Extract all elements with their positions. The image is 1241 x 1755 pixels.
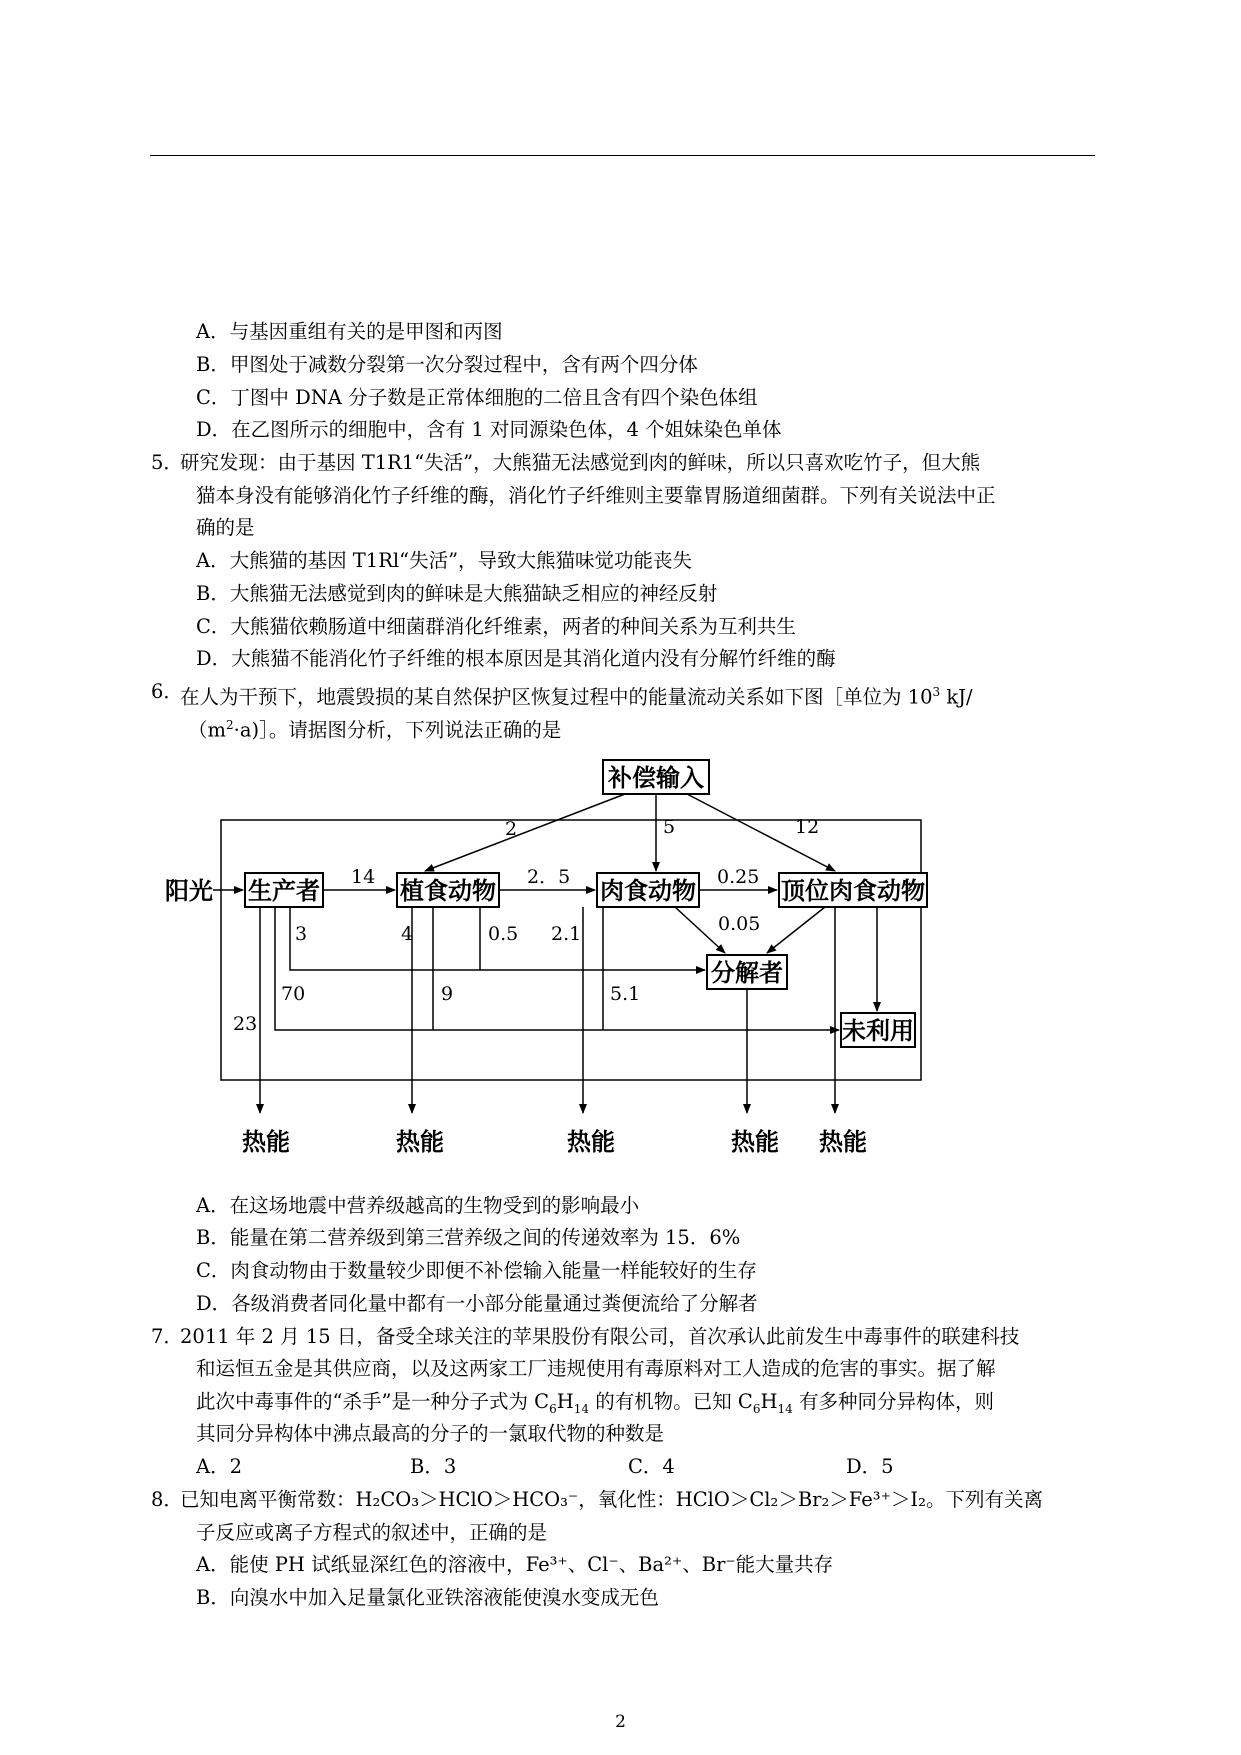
svg-text:植食动物: 植食动物 bbox=[400, 877, 496, 905]
svg-text:2．5: 2．5 bbox=[527, 866, 571, 888]
svg-text:分解者: 分解者 bbox=[711, 959, 783, 987]
q7-stem-line4: 其同分异构体中沸点最高的分子的一氯取代物的种数是 bbox=[196, 1422, 665, 1445]
q4-option-c: C．丁图中 DNA 分子数是正常体细胞的二倍且含有四个染色体组 bbox=[196, 386, 758, 409]
energy-flow-diagram bbox=[155, 745, 1005, 1175]
page-number: 2 bbox=[615, 1712, 626, 1732]
box-unused bbox=[841, 1013, 915, 1047]
q6-option-a: A．在这场地震中营养级越高的生物受到的影响最小 bbox=[196, 1194, 640, 1217]
heat-label-1: 热能 bbox=[242, 1128, 290, 1156]
q5-option-c: C．大熊猫依赖肠道中细菌群消化纤维素，两者的种间关系为互利共生 bbox=[196, 615, 796, 638]
svg-text:23: 23 bbox=[233, 1013, 258, 1035]
ecosystem-frame bbox=[221, 820, 921, 1080]
q6-number: 6． bbox=[151, 680, 183, 703]
q6-option-d: D．各级消费者同化量中都有一小部分能量通过粪便流给了分解者 bbox=[196, 1292, 758, 1315]
q8-stem-line2: 子反应或离子方程式的叙述中，正确的是 bbox=[196, 1521, 548, 1544]
heat-label-2: 热能 bbox=[396, 1128, 444, 1156]
heat-label-5: 热能 bbox=[819, 1128, 867, 1156]
q5-option-b: B．大熊猫无法感觉到肉的鲜味是大熊猫缺乏相应的神经反射 bbox=[196, 582, 718, 605]
svg-text:70: 70 bbox=[281, 983, 306, 1005]
q5-stem-line1: 研究发现：由于基因 T1R1“失活”，大熊猫无法感觉到肉的鲜味，所以只喜欢吃竹子，但大熊 bbox=[180, 451, 981, 474]
svg-text:4: 4 bbox=[401, 923, 414, 945]
svg-text:12: 12 bbox=[795, 816, 820, 838]
q7-number: 7． bbox=[151, 1325, 183, 1348]
q7-stem-line2: 和运恒五金是其供应商，以及这两家工厂违规使用有毒原料对工人造成的危害的事实。据了解 bbox=[196, 1357, 996, 1380]
q7-option-d: D．5 bbox=[846, 1455, 894, 1478]
svg-text:顶位肉食动物: 顶位肉食动物 bbox=[781, 877, 925, 905]
q8-option-b: B．向溴水中加入足量氯化亚铁溶液能使溴水变成无色 bbox=[196, 1586, 659, 1609]
q6-option-c: C．肉食动物由于数量较少即便不补偿输入能量一样能较好的生存 bbox=[196, 1259, 757, 1282]
q5-option-a: A．大熊猫的基因 T1Rl“失活”，导致大熊猫味觉功能丧失 bbox=[196, 549, 693, 572]
q6-stem-line1: 在人为干预下，地震毁损的某自然保护区恢复过程中的能量流动关系如下图［单位为 $10^3$ kJ/ bbox=[180, 685, 973, 709]
q7-option-b: B．3 bbox=[410, 1455, 457, 1478]
svg-text:0.25: 0.25 bbox=[717, 866, 760, 888]
q7-stem-line1: 2011 年 2 月 15 日，备受全球关注的苹果股份有限公司，首次承认此前发生中毒事件的联建科技 bbox=[180, 1325, 1020, 1348]
q7-option-c: C．4 bbox=[628, 1455, 675, 1478]
svg-text:3: 3 bbox=[295, 923, 308, 945]
svg-text:0.5: 0.5 bbox=[488, 923, 519, 945]
q4-option-b: B．甲图处于减数分裂第一次分裂过程中，含有两个四分体 bbox=[196, 353, 698, 376]
heat-label-4: 热能 bbox=[731, 1128, 779, 1156]
svg-text:9: 9 bbox=[441, 983, 454, 1005]
header-rule bbox=[150, 155, 1095, 156]
q4-option-a: A．与基因重组有关的是甲图和丙图 bbox=[196, 320, 503, 343]
box-compensation-input bbox=[603, 760, 709, 794]
q7-option-a: A．2 bbox=[196, 1455, 242, 1478]
svg-text:14: 14 bbox=[351, 866, 376, 888]
q6-option-b: B．能量在第二营养级到第三营养级之间的传递效率为 15．6% bbox=[196, 1226, 741, 1249]
q5-stem-line3: 确的是 bbox=[196, 516, 255, 539]
svg-text:5.1: 5.1 bbox=[610, 983, 641, 1005]
svg-text:2.1: 2.1 bbox=[551, 923, 582, 945]
sunlight-label: 阳光 bbox=[165, 877, 213, 905]
box-producer bbox=[245, 873, 323, 907]
q7-stem-line3: 此次中毒事件的“杀手”是一种分子式为 $C_6H_{14}$ 的有机物。已知 $C_6H_{14}$ 有多种同分异构体，则 bbox=[196, 1390, 994, 1416]
box-carnivore bbox=[597, 873, 699, 907]
box-herbivore bbox=[397, 873, 499, 907]
q5-number: 5． bbox=[151, 451, 183, 474]
svg-text:5: 5 bbox=[663, 816, 676, 838]
q8-stem-line1: 已知电离平衡常数：H₂CO₃＞HClO＞HCO₃⁻，氧化性：HClO＞Cl₂＞Br₂＞Fe³⁺＞I₂。下列有关离 bbox=[180, 1488, 1043, 1511]
svg-text:未利用: 未利用 bbox=[842, 1017, 914, 1045]
q5-option-d: D．大熊猫不能消化竹子纤维的根本原因是其消化道内没有分解竹纤维的酶 bbox=[196, 647, 836, 670]
heat-label-3: 热能 bbox=[567, 1128, 615, 1156]
q5-stem-line2: 猫本身没有能够消化竹子纤维的酶，消化竹子纤维则主要靠胃肠道细菌群。下列有关说法中正 bbox=[196, 484, 996, 507]
svg-text:生产者: 生产者 bbox=[248, 877, 320, 905]
q8-number: 8． bbox=[151, 1488, 183, 1511]
q4-option-d: D．在乙图所示的细胞中，含有 1 对同源染色体，4 个姐妹染色单体 bbox=[196, 418, 782, 441]
q6-stem-line2: $(m^2\cdot a)]$。请据图分析，下列说法正确的是 bbox=[188, 718, 562, 742]
svg-text:2: 2 bbox=[505, 818, 518, 840]
svg-text:补偿输入: 补偿输入 bbox=[608, 764, 704, 792]
svg-text:肉食动物: 肉食动物 bbox=[600, 877, 696, 905]
box-top-carnivore bbox=[779, 873, 927, 907]
box-decomposer bbox=[707, 955, 787, 989]
q8-option-a: A．能使 PH 试纸显深红色的溶液中，Fe³⁺、Cl⁻、Ba²⁺、Br⁻能大量共存 bbox=[196, 1553, 834, 1576]
svg-text:0.05: 0.05 bbox=[718, 913, 761, 935]
